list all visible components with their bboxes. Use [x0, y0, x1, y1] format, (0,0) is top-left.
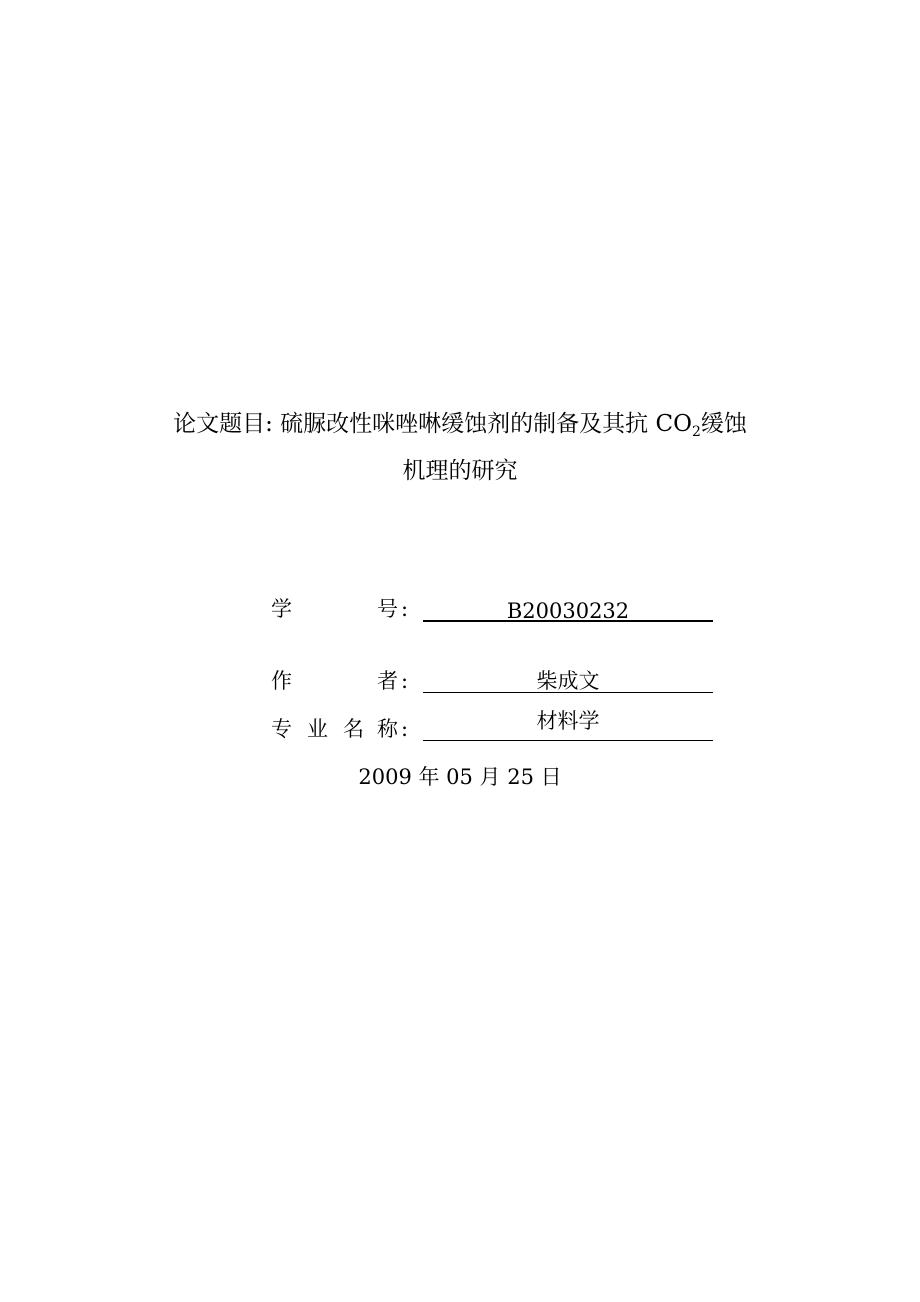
major-label-char-1: 专	[271, 717, 292, 741]
thesis-title-line-2: 机理的研究	[402, 458, 518, 484]
major-value: 材料学	[536, 709, 600, 733]
student-id-field	[271, 594, 731, 624]
student-id-value: B20030232	[506, 599, 630, 623]
major-label-char-2: 业	[307, 717, 328, 741]
author-label-char-1: 作	[271, 669, 292, 693]
major-colon: :	[401, 717, 409, 741]
major-field	[271, 709, 731, 744]
thesis-title-suffix: 缓蚀	[700, 411, 747, 437]
major-label-char-4: 称	[377, 717, 398, 741]
major-label-char-3: 名	[343, 717, 364, 741]
author-value: 柴成文	[536, 669, 600, 693]
author-field	[271, 666, 731, 696]
student-id-label-char-1: 学	[271, 597, 292, 621]
thesis-title-prefix: 论文题目: 硫脲改性咪唑啉缓蚀剂的制备及其抗 CO	[173, 411, 692, 437]
student-id-label-char-2: 号	[377, 597, 398, 621]
author-colon: :	[401, 669, 409, 693]
student-id-colon: :	[401, 597, 409, 621]
thesis-title-subscript: 2	[691, 424, 701, 440]
thesis-title-line-1	[0, 409, 920, 442]
submission-date: 2009 年 05 月 25 日	[358, 765, 562, 789]
author-label-char-2: 者	[377, 669, 398, 693]
